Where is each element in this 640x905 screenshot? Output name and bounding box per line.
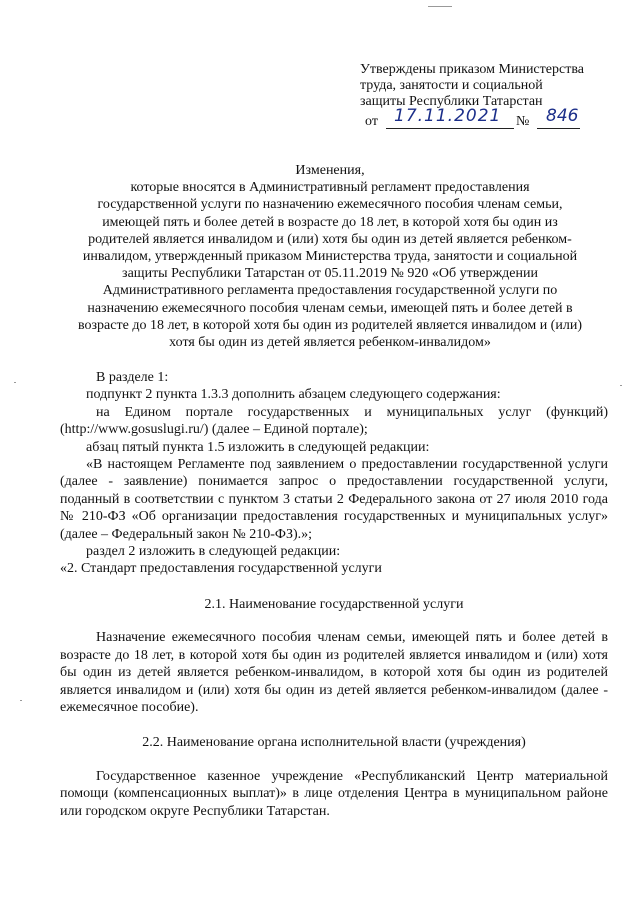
paragraph: подпункт 2 пункта 1.3.3 дополнить абзацем следующего содержания: <box>86 387 501 403</box>
approval-line: труда, занятости и социальной <box>360 78 543 93</box>
from-label: от <box>365 114 378 129</box>
section-heading: «2. Стандарт предоставления государственной услуги <box>60 561 382 577</box>
quoted-paragraph: «В настоящем Регламенте под заявлением о предоставлении государственной услуги (далее - заявление) понимается запрос о предоставлении государственной услуги, поданный в соответствии с пунктом 3 статьи 2 Федерального закона от 27 июля 2010 года № 210-ФЗ «Об организации предоставления государственных и муниципальных услуг» (далее – Федеральный закон № 210-ФЗ).»; <box>60 457 608 542</box>
section-intro: В разделе 1: <box>96 370 169 385</box>
approval-line: защиты Республики Татарстан <box>360 94 543 109</box>
scan-mark <box>428 6 452 7</box>
title-line: которые вносятся в Административный регламент предоставления <box>130 180 530 196</box>
title-line: назначению ежемесячного пособия членам семьи, имеющей пять и более детей в <box>87 300 573 316</box>
title-line: возрасте до 18 лет, в которой хотя бы один из родителей является инвалидом и (или) <box>78 317 582 333</box>
approval-date-row <box>360 106 610 132</box>
title-line: хотя бы один из детей является ребенком-инвалидом» <box>169 335 491 351</box>
title-line: защиты Республики Татарстан от 05.11.2019 № 920 «Об утверждении <box>122 266 538 282</box>
document-title <box>60 162 600 351</box>
paragraph: абзац пятый пункта 1.5 изложить в следующей редакции: <box>86 439 430 455</box>
scan-mark <box>620 385 622 386</box>
title-line: имеющей пять и более детей в возрасте до 18 лет, в которой хотя бы один из <box>102 214 558 230</box>
handwritten-number: 846 <box>546 106 579 126</box>
title-heading: Изменения, <box>295 163 365 178</box>
number-underline <box>537 128 580 129</box>
subsection-heading: 2.2. Наименование органа исполнительной власти (учреждения) <box>142 735 526 751</box>
scan-mark <box>20 700 22 701</box>
spacer <box>60 716 608 734</box>
title-line: государственной услуги по назначению ежемесячного пособия членам семьи, <box>97 197 563 213</box>
spacer <box>60 613 608 629</box>
date-underline <box>386 128 514 129</box>
paragraph: раздел 2 изложить в следующей редакции: <box>86 544 341 560</box>
paragraph: Государственное казенное учреждение «Республиканский Центр материальной помощи (компенсационных выплат)» в лице отделения Центра в муниципальном районе или городском округе Республики Татарстан. <box>60 768 608 819</box>
scan-mark <box>14 382 16 383</box>
title-line: инвалидом, утвержденный приказом Министерства труда, занятости и социальной <box>82 249 578 265</box>
subsection-heading: 2.1. Наименование государственной услуги <box>204 596 464 612</box>
title-line: Административного регламента предоставления государственной услуги по <box>102 283 558 299</box>
approval-stamp <box>360 62 610 132</box>
handwritten-date: 17.11.2021 <box>394 106 502 126</box>
spacer <box>60 578 608 596</box>
title-line: родителей является инвалидом и (или) хотя бы один из детей является ребенком- <box>88 231 572 247</box>
document-body <box>60 369 608 820</box>
paragraph: Назначение ежемесячного пособия членам семьи, имеющей пять и более детей в возрасте до 18 лет, в которой хотя бы один из родителей является инвалидом и (или) хотя бы один из детей является ребенком-инвалидом, в которой хотя бы один из родителей является инвалидом и (или) хотя бы один из детей является ребенком-инвалидом (далее - ежемесячное пособие). <box>60 630 608 715</box>
number-label: № <box>516 114 530 129</box>
paragraph: на Едином портале государственных и муниципальных услуг (функций) (http://www.gosuslugi.ru/) (далее – Единой портале); <box>60 404 608 438</box>
approval-line: Утверждены приказом Министерства <box>360 62 584 77</box>
spacer <box>60 752 608 768</box>
